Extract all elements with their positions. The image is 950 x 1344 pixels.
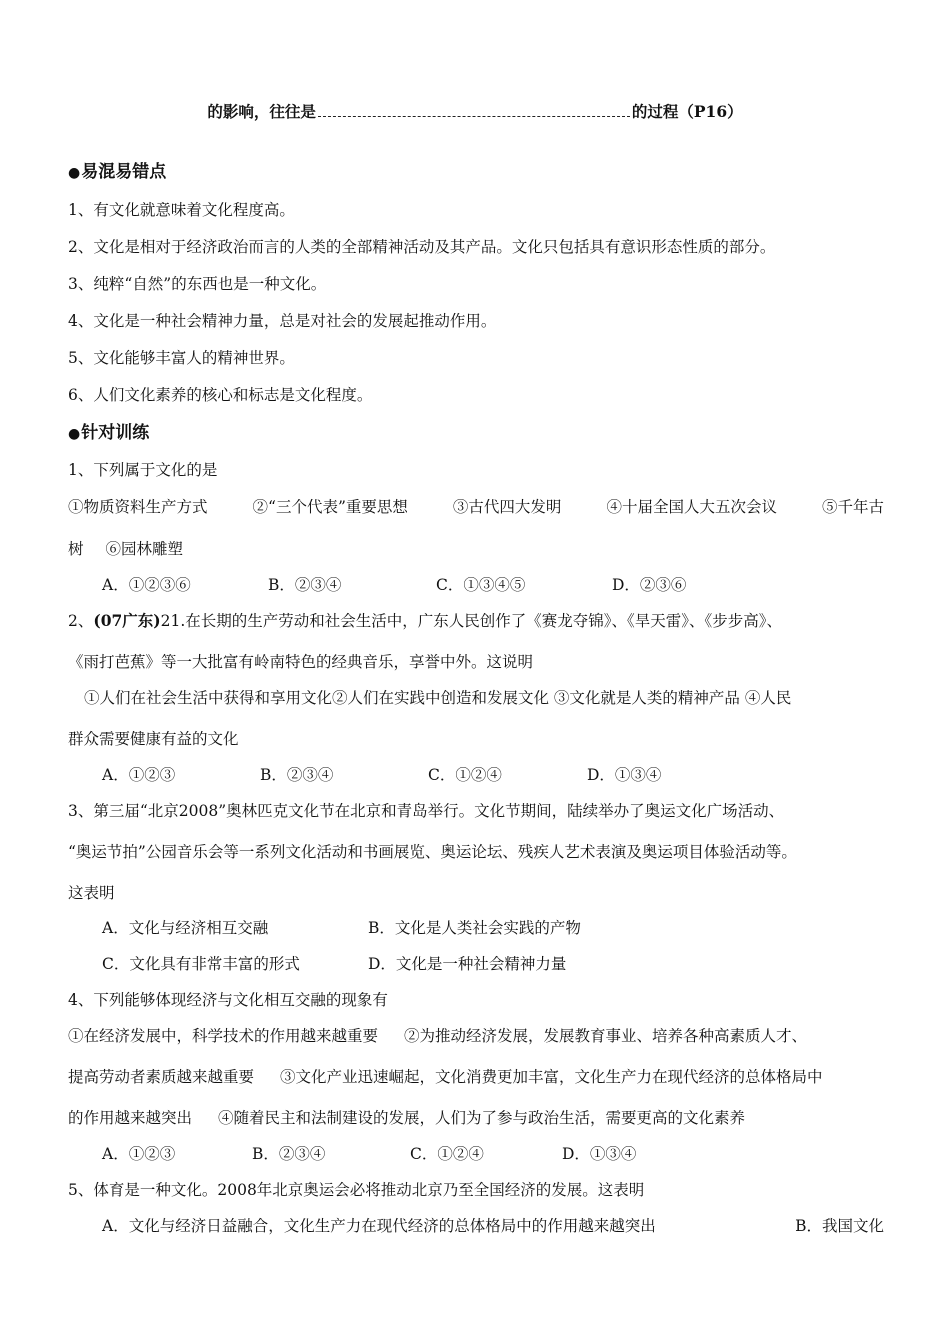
mistake-item: 1、有文化就意味着文化程度高。 xyxy=(68,201,295,219)
bullet-icon: ● xyxy=(68,426,81,442)
option-a[interactable]: A．文化与经济相互交融 xyxy=(102,919,269,937)
fill-in-suffix: 的过程（P16） xyxy=(631,102,743,121)
question-5-stem: 5、体育是一种文化。2008年北京奥运会必将推动北京乃至全国经济的发展。这表明 xyxy=(68,1181,645,1199)
question-number: 2、 xyxy=(68,612,94,630)
question-3-stem-end: 这表明 xyxy=(68,884,115,902)
option-b[interactable]: B．文化是人类社会实践的产物 xyxy=(368,919,581,937)
choice: ④随着民主和法制建设的发展，人们为了参与政治生活，需要更高的文化素养 xyxy=(218,1109,746,1127)
choice: ⑤千年古 xyxy=(821,498,884,516)
choice: ③古代四大发明 xyxy=(452,498,562,516)
choice: ①在经济发展中，科学技术的作用越来越重要 xyxy=(68,1027,379,1045)
choice: ③文化产业迅速崛起，文化消费更加丰富，文化生产力在现代经济的总体格局中 xyxy=(280,1068,823,1086)
choice: ②为推动经济发展，发展教育事业、培养各种高素质人才、 xyxy=(404,1027,808,1045)
option-d[interactable]: D．①③④ xyxy=(587,766,662,784)
fill-in-blank[interactable] xyxy=(318,102,630,117)
choice: ①物质资料生产方式 xyxy=(68,498,208,516)
question-2-stem xyxy=(68,610,884,632)
choice-cont: 提高劳动者素质越来越重要 xyxy=(68,1068,255,1086)
fill-in-sentence xyxy=(0,101,950,123)
choice: ②“三个代表”重要思想 xyxy=(252,498,408,516)
option-b[interactable]: B．我国文化 xyxy=(795,1217,884,1235)
question-text: 21.在长期的生产劳动和社会生活中，广东人民创作了《赛龙夺锦》、《旱天雷》、《步步高》、 xyxy=(160,612,783,630)
question-4-choices xyxy=(68,1025,884,1047)
choice-cont: 树 xyxy=(68,540,84,558)
question-4-choices-cont xyxy=(68,1066,884,1088)
mistake-item: 2、文化是相对于经济政治而言的人类的全部精神活动及其产品。文化只包括具有意识形态性质的部分。 xyxy=(68,238,776,256)
section-title: 易混易错点 xyxy=(81,162,167,182)
choice: ④十届全国人大五次会议 xyxy=(606,498,777,516)
option-c[interactable]: C．文化具有非常丰富的形式 xyxy=(102,955,300,973)
choice: ⑥园林雕塑 xyxy=(105,540,184,558)
question-1-choices xyxy=(68,496,884,518)
question-2-choices: ①人们在社会生活中获得和享用文化②人们在实践中创造和发展文化 ③文化就是人类的精神产品 ④人民 xyxy=(84,689,792,707)
question-4-stem: 4、下列能够体现经济与文化相互交融的现象有 xyxy=(68,991,388,1009)
question-2-stem-cont: 《雨打芭蕉》等一大批富有岭南特色的经典音乐，享誉中外。这说明 xyxy=(68,653,534,671)
section-heading-mistakes xyxy=(68,161,884,184)
mistake-item: 4、文化是一种社会精神力量，总是对社会的发展起推动作用。 xyxy=(68,312,497,330)
option-d[interactable]: D．①③④ xyxy=(562,1145,637,1163)
option-b[interactable]: B．②③④ xyxy=(252,1145,326,1163)
fill-in-prefix: 的影响，往往是 xyxy=(207,102,316,121)
option-a[interactable]: A．①②③ xyxy=(102,1145,176,1163)
option-a[interactable]: A．①②③⑥ xyxy=(102,576,191,594)
option-b[interactable]: B．②③④ xyxy=(268,576,342,594)
question-3-stem-cont: “奥运节拍”公园音乐会等一系列文化活动和书画展览、奥运论坛、残疾人艺术表演及奥运项目体验活动等。 xyxy=(68,843,797,861)
question-2-choices-cont: 群众需要健康有益的文化 xyxy=(68,730,239,748)
option-b[interactable]: B．②③④ xyxy=(260,766,334,784)
mistake-item: 5、文化能够丰富人的精神世界。 xyxy=(68,349,295,367)
question-1-choices-cont xyxy=(68,538,884,560)
mistake-item: 3、纯粹“自然”的东西也是一种文化。 xyxy=(68,275,327,293)
option-c[interactable]: C．①②④ xyxy=(410,1145,484,1163)
section-heading-training xyxy=(68,422,884,445)
choice-cont: 的作用越来越突出 xyxy=(68,1109,193,1127)
question-3-stem: 3、第三届“北京2008”奥林匹克文化节在北京和青岛举行。文化节期间，陆续举办了奥运文化广场活动、 xyxy=(68,802,785,820)
source-tag: (07广东) xyxy=(93,611,161,630)
question-4-choices-cont2 xyxy=(68,1107,884,1129)
option-c[interactable]: C．①②④ xyxy=(428,766,502,784)
question-1-stem: 1、下列属于文化的是 xyxy=(68,461,218,479)
option-a[interactable]: A．文化与经济日益融合，文化生产力在现代经济的总体格局中的作用越来越突出 xyxy=(102,1217,656,1235)
question-5-options xyxy=(102,1215,884,1237)
option-d[interactable]: D．文化是一种社会精神力量 xyxy=(368,955,567,973)
section-title: 针对训练 xyxy=(81,423,150,443)
option-d[interactable]: D．②③⑥ xyxy=(612,576,687,594)
bullet-icon: ● xyxy=(68,165,81,181)
option-c[interactable]: C．①③④⑤ xyxy=(436,576,526,594)
mistake-item: 6、人们文化素养的核心和标志是文化程度。 xyxy=(68,386,373,404)
option-a[interactable]: A．①②③ xyxy=(102,766,176,784)
